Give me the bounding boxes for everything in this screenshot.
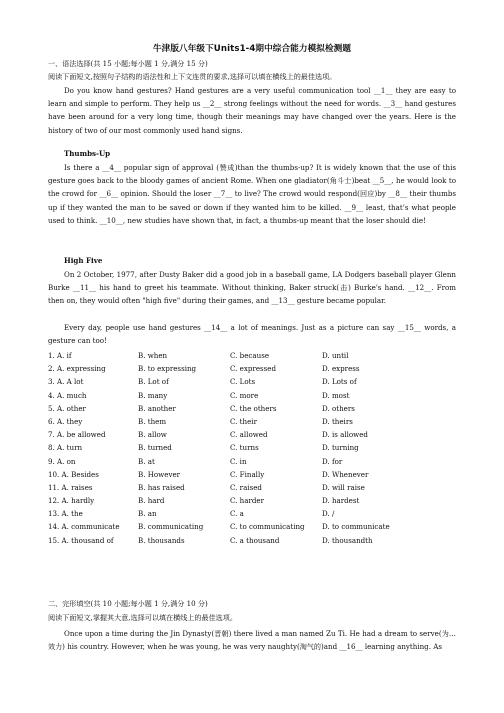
page-title: 牛津版八年级下Units1-4期中综合能力模拟检测题 (152, 44, 352, 54)
option-choice: 8. A. turn (48, 443, 83, 453)
option-choice: C. their (230, 416, 257, 426)
option-choice: B. communicating (138, 522, 204, 532)
high-five-paragraph (48, 268, 456, 308)
option-choice: B. when (138, 351, 168, 360)
section2-paragraph (48, 627, 456, 653)
option-choice: B. Lot of (138, 377, 169, 387)
option-choice: 9. A. on (48, 456, 76, 466)
option-choice: B. allow (138, 430, 167, 440)
option-choice: C. because (230, 351, 270, 360)
option-choice: D. is allowed (322, 430, 368, 440)
option-choice: B. has raised (138, 482, 185, 492)
option-choice: C. a thousand (230, 535, 280, 545)
option-choice: 14. A. communicate (48, 522, 120, 532)
option-choice: D. / (322, 509, 335, 519)
section1-instruction: 阅读下面短文,按照句子结构的语法性和上下文连贯的要求,选择可以填在横线上的最佳选项。 (48, 72, 337, 81)
closing-paragraph (48, 321, 456, 347)
subheading-thumbs-up: Thumbs-Up (64, 149, 111, 158)
option-choice: 3. A. A lot (48, 377, 84, 387)
option-choice: B. at (138, 456, 155, 466)
subheading-high-five: High Five (64, 256, 103, 265)
section1-intro-paragraph (48, 84, 456, 137)
section2-instruction: 阅读下面短文,掌握其大意,选择可以填在横线上的最佳选项。 (48, 613, 237, 622)
option-choice: C. turns (230, 443, 259, 453)
high-five-text: On 2 October, 1977, after Dusty Baker did a good job in a baseball game, LA Dodgers baseball player Glenn Burke __11__ his hand to greet his teammate. Without thinking, Baker struck(击) Burke's hand. __12__. From then on, they would often "high five" during their games, and __13__ gesture became popular. (48, 270, 456, 306)
thumbs-up-text: Is there a __4__ popular sign of approval (赞成)than the thumbs-up? It is widely known that the use of this gesture goes back to the bloody games of ancient Rome. When one gladiator(角斗士)beat __5__, he would look to the crowd for __6__ opinion. Should the loser __7__ to live? The crowd would respond(回应)by __8__ their thumbs up if they wanted the man to be saved or down if they wanted him to be killed. __9__ least, that’s what people used to think. __10__, new studies have shown that, in fact, a thumbs-up meant that the loser should die! (48, 163, 456, 225)
option-choice: 7. A. be allowed (48, 430, 106, 440)
option-choice: 10. A. Besides (48, 469, 99, 479)
option-choice: 4. A. much (48, 390, 87, 400)
option-choice: 13. A. the (48, 509, 83, 519)
option-choice: D. will raise (322, 482, 365, 492)
option-choice: D. express (322, 364, 360, 374)
thumbs-up-paragraph (48, 161, 456, 227)
option-choice: C. harder (230, 496, 265, 506)
section2-text: Once upon a time during the Jin Dynasty(晋朝) there lived a man named Zu Ti. He had a dream to serve(为…效力) his country. However, when he was young, he was very naughty(淘气的)and __16__ learning anything. As (48, 629, 456, 652)
option-choice: B. to expressing (138, 364, 197, 374)
option-choice: C. more (230, 390, 259, 400)
option-choice: 1. A. if (48, 351, 72, 360)
option-choice: B. many (138, 390, 168, 400)
option-choice: C. Finally (230, 469, 265, 479)
closing-text: Every day, people use hand gestures __14__ a lot of meanings. Just as a picture can say __15__ words, a gesture can too! (48, 323, 456, 346)
option-choice: D. Lots of (322, 377, 357, 387)
option-choice: C. in (230, 456, 247, 466)
section1-heading: 一、语法选择(共 15 小题;每小题 1 分,满分 15 分) (48, 59, 208, 68)
option-choice: C. allowed (230, 430, 268, 440)
option-choice: 6. A. they (48, 416, 83, 426)
option-choice: D. hardest (322, 496, 360, 506)
option-choice: 2. A. expressing (48, 364, 106, 374)
option-choice: B. thousands (138, 535, 185, 545)
option-choice: C. raised (230, 482, 262, 492)
option-choice: B. an (138, 509, 157, 519)
option-choice: D. theirs (322, 416, 353, 426)
option-choice: D. thousandth (322, 535, 373, 545)
option-choice: C. expressed (230, 364, 277, 374)
option-choice: D. for (322, 456, 343, 466)
option-choice: B. However (138, 469, 181, 479)
option-choice: C. to communicating (230, 522, 305, 532)
option-choice: B. another (138, 403, 176, 413)
option-choice: B. hard (138, 496, 165, 506)
option-choice: B. them (138, 416, 167, 426)
option-choice: D. until (322, 351, 349, 360)
option-choice: C. the others (230, 403, 277, 413)
option-choice: D. most (322, 390, 350, 400)
section2-heading: 二、完形填空(共 10 小题;每小题 1 分,满分 10 分) (48, 599, 208, 608)
option-choice: D. turning (322, 443, 359, 453)
option-choice: 12. A. hardly (48, 496, 95, 506)
option-choice: C. a (230, 509, 244, 519)
option-choice: 5. A. other (48, 403, 86, 413)
option-choice: 15. A. thousand of (48, 535, 114, 545)
option-choice: D. Whenever (322, 469, 369, 479)
option-choice: D. others (322, 403, 355, 413)
option-choice: D. to communicate (322, 522, 390, 532)
option-choice: C. Lots (230, 377, 256, 387)
option-choice: B. turned (138, 443, 172, 453)
option-choice: 11. A. raises (48, 482, 93, 492)
intro-text: Do you know hand gestures? Hand gestures are a very useful communication tool __1__ they are easy to learn and simple to perform. They help us __2__ strong feelings without the need for words. __3__ hand gestures have been around for a very long time, though their meanings may have changed over the years. Here is the history of two of our most commonly used hand signs. (48, 86, 456, 135)
